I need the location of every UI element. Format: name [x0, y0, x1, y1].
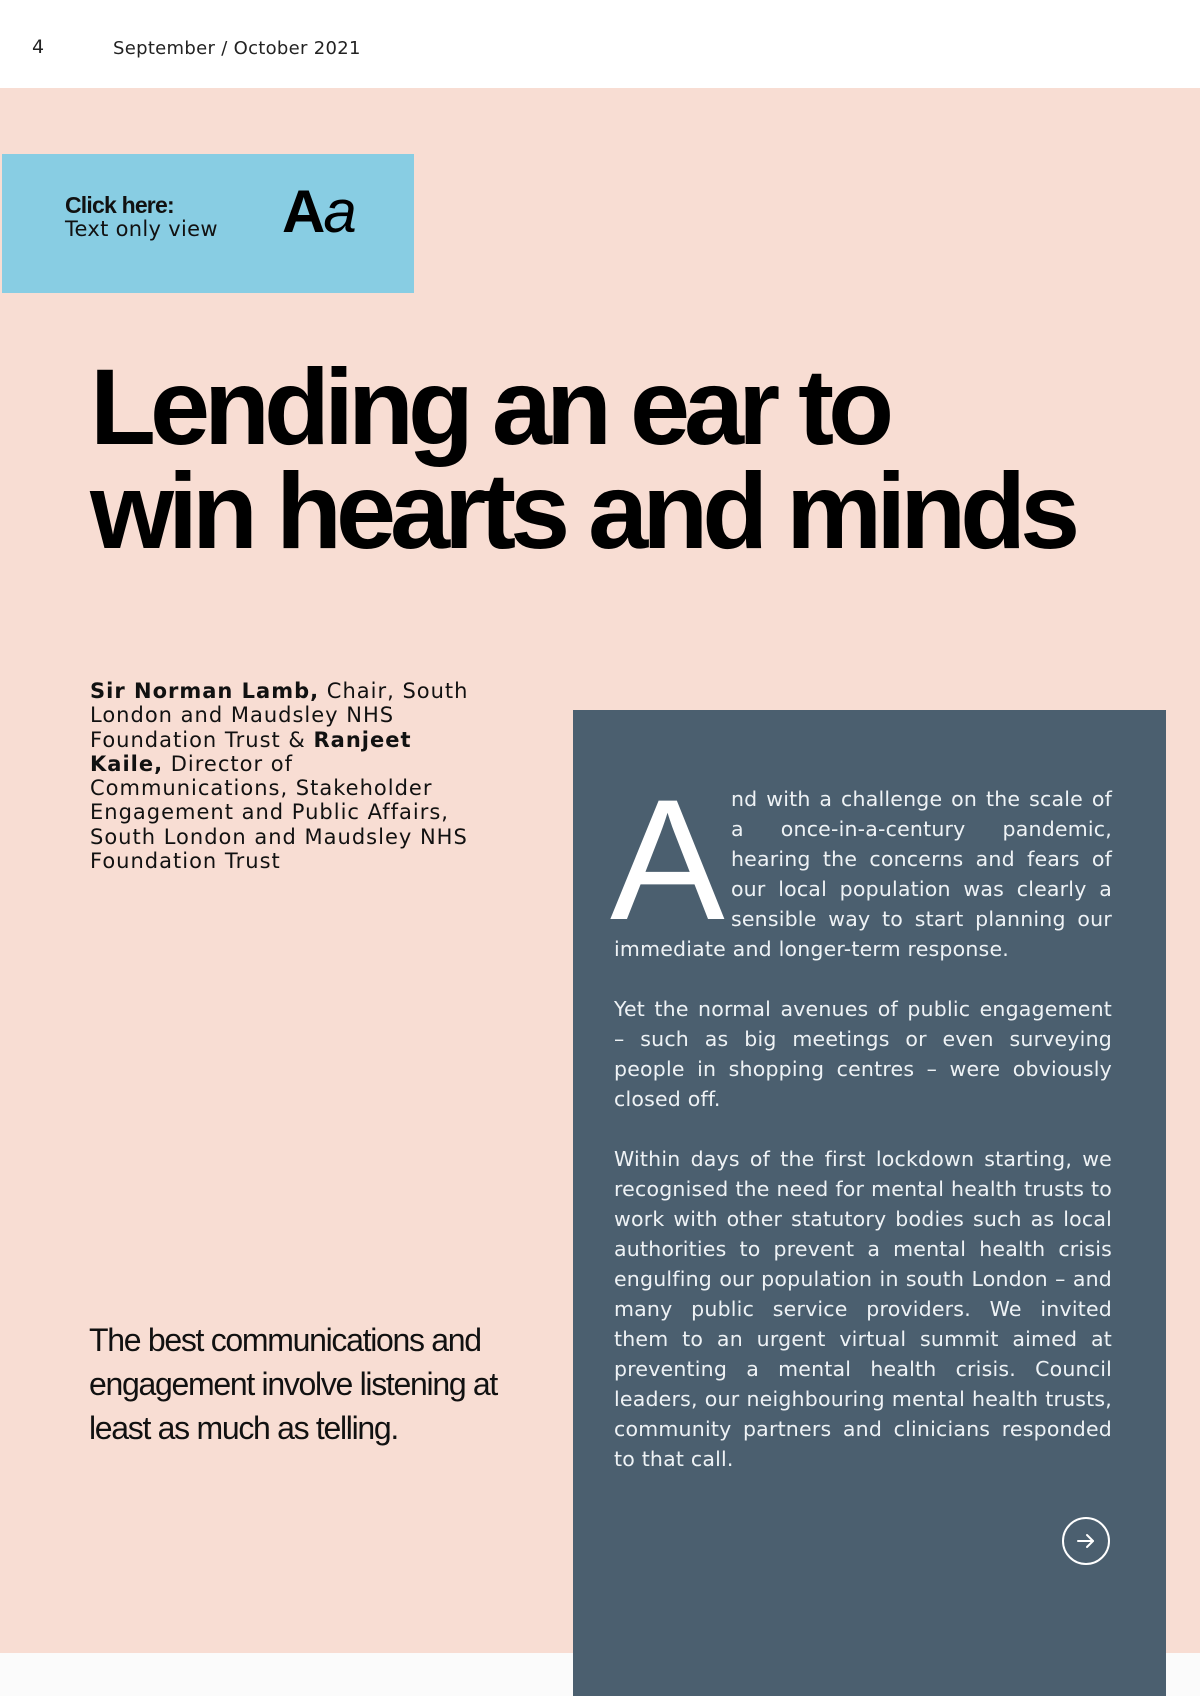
text-only-view-button[interactable] [2, 154, 414, 293]
pull-quote: The best communications and engagement involve listening at least as much as telling. [89, 1322, 497, 1446]
author-1-name: Sir Norman Lamb, [90, 679, 320, 703]
next-page-button[interactable] [1062, 1517, 1110, 1565]
author-1-role: Chair, South London and Maudsley NHS Foundation Trust & [90, 679, 469, 752]
page-header [0, 0, 1200, 88]
drop-cap: A [610, 764, 725, 956]
text-only-view-label-bold: Click here: [65, 192, 174, 218]
author-2-role: Director of Communications, Stakeholder Engagement and Public Affairs, South London and Maudsley NHS Foundation Trust [90, 751, 468, 874]
font-size-icon: Aa [282, 178, 355, 245]
arrow-right-circle-icon [1072, 1527, 1100, 1555]
author-2-name: Ranjeet Kaile, [90, 727, 412, 776]
article-title-line-1: Lending an ear to [90, 346, 889, 467]
byline [90, 679, 490, 873]
article-title-line-2: win hearts and minds [90, 450, 1075, 571]
article-body-panel [573, 710, 1166, 1696]
article-body [610, 764, 1112, 1504]
page-number: 4 [32, 36, 45, 58]
body-paragraph-1-text: nd with a challenge on the scale of a once-in-a-century pandemic, hearing the concerns and fears of our local population was clearly a sensible way to start planning our immediate and longer-term response. [614, 787, 1112, 961]
body-paragraph-1 [610, 764, 1112, 964]
article-title [90, 346, 1190, 571]
body-paragraph-2: Yet the normal avenues of public engagement – such as big meetings or even surveying people in shopping centres – were obviously closed off. [614, 997, 1112, 1111]
issue-date: September / October 2021 [113, 38, 361, 59]
text-only-view-label: Text only view [65, 217, 218, 241]
body-paragraph-3: Within days of the first lockdown starting, we recognised the need for mental health trusts to work with other statutory bodies such as local authorities to prevent a mental health crisis engulfing our population in south London – and many public service providers. We invited them to an urgent virtual summit aimed at preventing a mental health crisis. Council leaders, our neighbouring mental health trusts, community partners and clinicians responded to that call. [614, 1147, 1112, 1471]
